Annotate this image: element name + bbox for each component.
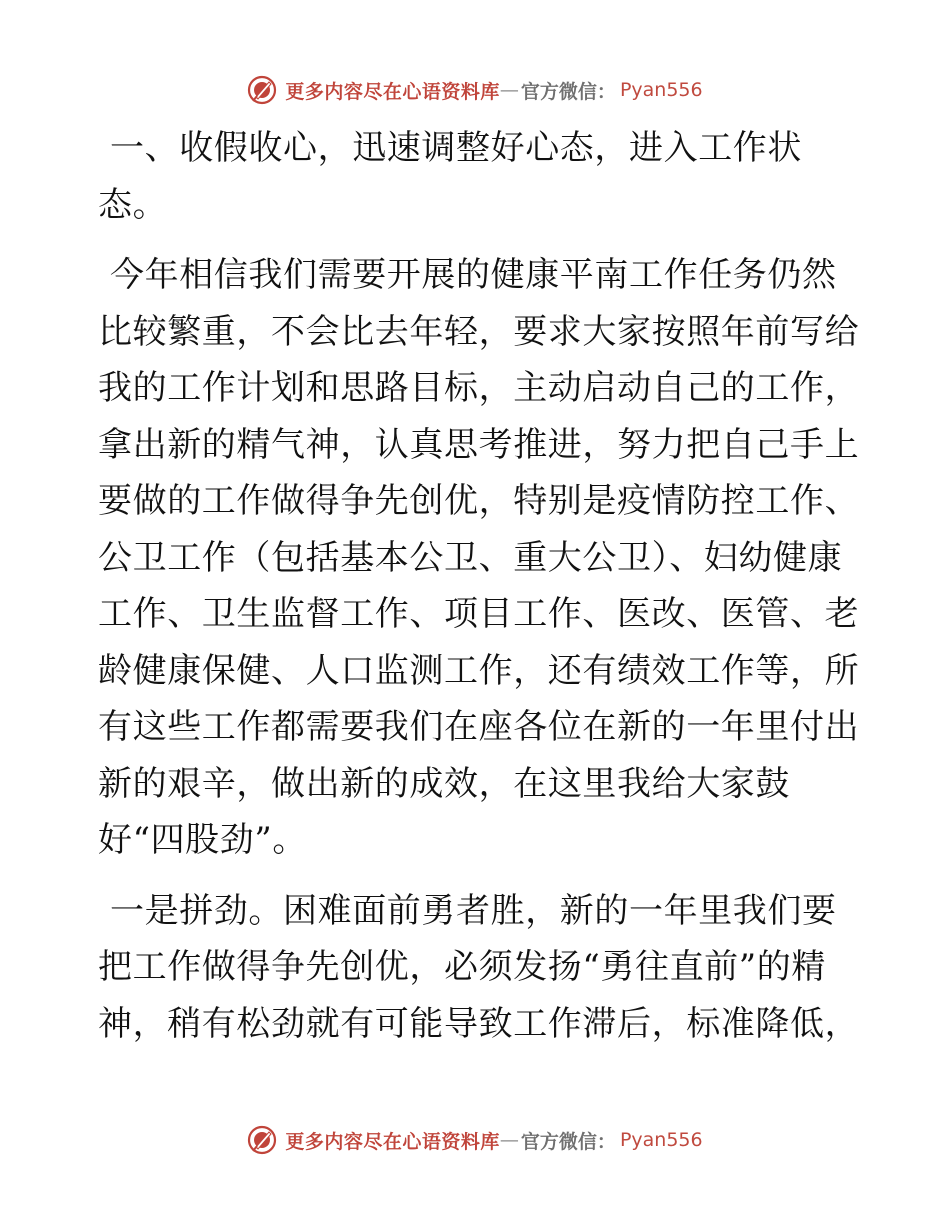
watermark-main-text: 更多内容尽在心语资料库 <box>285 1130 500 1153</box>
paragraph-line: 要做的工作做得争先创优，特别是疫情防控工作、 <box>98 481 860 521</box>
heading-line: 态。 <box>98 184 168 225</box>
watermark-header <box>0 72 950 108</box>
paragraph-line: 龄健康保健、人口监测工作，还有绩效工作等，所 <box>98 650 860 691</box>
watermark-footer <box>0 1122 950 1158</box>
paragraph-line: 拿出新的精气神，认真思考推进，努力把自己手上 <box>98 424 860 465</box>
paragraph-line: 把工作做得争先创优，必须发扬“勇往直前”的精 <box>98 947 826 987</box>
paragraph-line: 今年相信我们需要开展的健康平南工作任务仍然 <box>110 255 837 295</box>
pen-logo-icon <box>247 75 277 105</box>
watermark-main-text: 更多内容尽在心语资料库 <box>285 80 500 103</box>
heading-line: 一、收假收心，迅速调整好心态，进入工作状 <box>110 128 802 168</box>
paragraph-line: 好“四股劲”。 <box>98 820 307 860</box>
paragraph-line: 神，稍有松劲就有可能导致工作滞后，标准降低， <box>98 1003 860 1044</box>
watermark-label: 官方微信： <box>520 80 616 103</box>
paragraph-line: 比较繁重，不会比去年轻，要求大家按照年前写给 <box>98 311 860 352</box>
paragraph-line: 公卫工作（包括基本公卫、重大公卫）、妇幼健康 <box>98 537 843 578</box>
paragraph-intro <box>98 247 858 869</box>
watermark-dash: — <box>499 1129 519 1151</box>
paragraph-line: 我的工作计划和思路目标，主动启动自己的工作， <box>98 368 860 408</box>
document-body <box>98 120 858 1066</box>
watermark-wechat-id: Pyan556 <box>619 79 703 101</box>
watermark-label: 官方微信： <box>520 1130 616 1153</box>
section-heading <box>98 120 858 233</box>
paragraph-line: 工作、卫生监督工作、项目工作、医改、医管、老 <box>98 594 860 634</box>
watermark-wechat-id: Pyan556 <box>619 1129 703 1151</box>
paragraph-line: 一是拼劲。困难面前勇者胜，新的一年里我们要 <box>110 890 837 931</box>
paragraph-line: 新的艰辛，做出新的成效，在这里我给大家鼓 <box>98 763 790 804</box>
watermark-dash: — <box>499 79 519 101</box>
pen-logo-icon <box>247 1125 277 1155</box>
paragraph-first-point <box>98 883 858 1053</box>
paragraph-line: 有这些工作都需要我们在座各位在新的一年里付出 <box>98 707 860 747</box>
